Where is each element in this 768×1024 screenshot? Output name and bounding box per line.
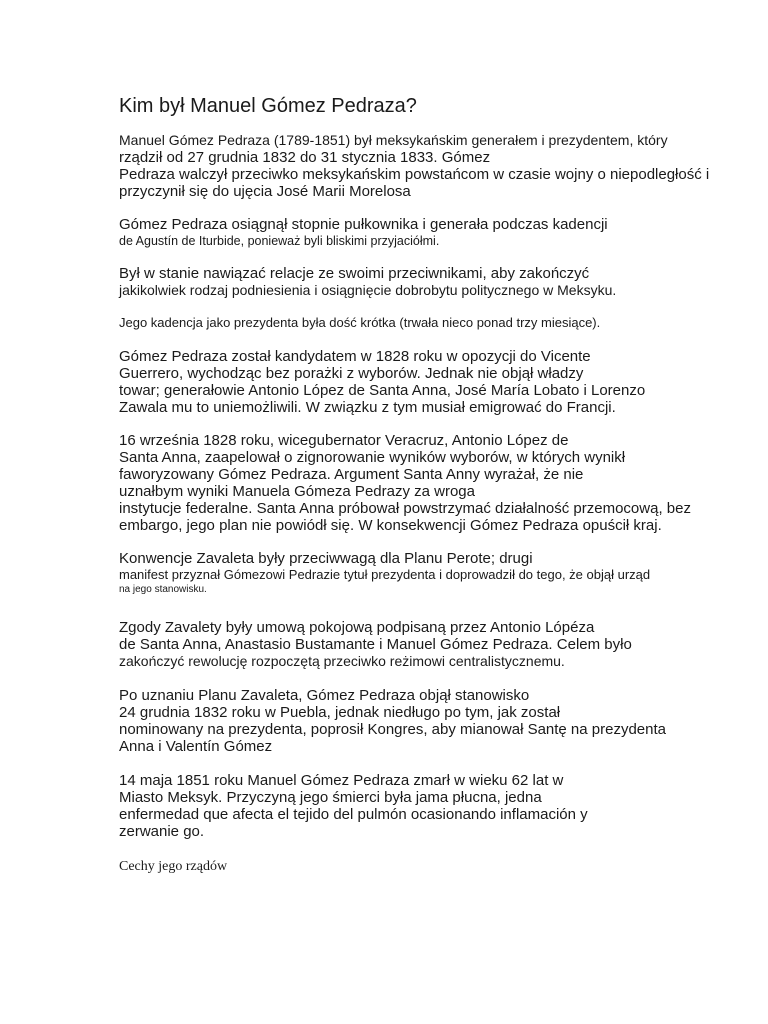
text-line: Jego kadencja jako prezydenta była dość krótka (trwała nieco ponad trzy miesiące). [119, 315, 601, 330]
text-line: Konwencje Zavaleta były przeciwwagą dla Planu Perote; drugi [119, 550, 533, 567]
text-line: Anna i Valentín Gómez [119, 738, 273, 755]
text-line: 24 grudnia 1832 roku w Puebla, jednak niedługo po tym, jak został [119, 704, 561, 721]
text-line: jakikolwiek rodzaj podniesienia i osiągnięcie dobrobytu politycznego w Meksyku. [119, 282, 617, 298]
text-line: de Santa Anna, Anastasio Bustamante i Manuel Gómez Pedraza. Celem było [119, 636, 632, 653]
text-line: Guerrero, wychodząc bez porażki z wyborów. Jednak nie objął władzy [119, 365, 584, 382]
text-line: zakończyć rewolucję rozpoczętą przeciwko reżimowi centralistycznemu. [119, 653, 565, 669]
paragraph-relations [119, 265, 739, 299]
text-line: enfermedad que afecta el tejido del pulmón ocasionando inflamación y [119, 806, 588, 823]
text-line: uznałbym wyniki Manuela Gómeza Pedrazy za wroga [119, 483, 475, 500]
paragraph-death [119, 772, 739, 840]
text-line: przyczynił się do ujęcia José Marii Morelosa [119, 183, 411, 200]
text-line: na jego stanowisku. [119, 584, 207, 595]
paragraph-agreements [119, 619, 739, 670]
paragraph-conventions [119, 550, 739, 597]
text-line: de Agustín de Iturbide, ponieważ byli bliskimi przyjaciółmi. [119, 234, 440, 248]
text-line: Santa Anna, zaapelował o zignorowanie wyników wyborów, w których wynikł [119, 449, 626, 466]
text-line: Zawala mu to uniemożliwili. W związku z tym musiał emigrować do Francji. [119, 399, 616, 416]
text-line: Gómez Pedraza został kandydatem w 1828 roku w opozycji do Vicente [119, 348, 591, 365]
text-line: 14 maja 1851 roku Manuel Gómez Pedraza zmarł w wieku 62 lat w [119, 772, 564, 789]
text-line: 16 września 1828 roku, wicegubernator Veracruz, Antonio López de [119, 432, 569, 449]
text-line: instytucje federalne. Santa Anna próbował powstrzymać działalność przemocową, bez [119, 500, 691, 517]
text-line: manifest przyznał Gómezowi Pedrazie tytuł prezydenta i doprowadził do tego, że objął urząd [119, 567, 651, 582]
paragraph-plan-zavaleta [119, 687, 739, 755]
document-page [119, 93, 739, 876]
text-line: Był w stanie nawiązać relacje ze swoimi przeciwnikami, aby zakończyć [119, 265, 590, 282]
text-line: towar; generałowie Antonio López de Santa Anna, José María Lobato i Lorenzo [119, 382, 646, 399]
page-title: Kim był Manuel Gómez Pedraza? [119, 95, 417, 117]
text-line: faworyzowany Gómez Pedraza. Argument Santa Anny wyrażał, że nie [119, 466, 584, 483]
section-heading: Cechy jego rządów [119, 859, 228, 874]
text-line: Pedraza walczył przeciwko meksykańskim powstańcom w czasie wojny o niepodległość i [119, 166, 710, 183]
paragraph-candidate [119, 348, 739, 416]
text-line: Gómez Pedraza osiągnął stopnie pułkownika i generała podczas kadencji [119, 216, 608, 233]
text-line: Zgody Zavalety były umową pokojową podpisaną przez Antonio Lópéza [119, 619, 595, 636]
paragraph-ranks [119, 216, 739, 249]
text-line: Po uznaniu Planu Zavaleta, Gómez Pedraza objął stanowisko [119, 687, 530, 704]
text-line: Manuel Gómez Pedraza (1789-1851) był meksykańskim generałem i prezydentem, który [119, 132, 668, 148]
text-line: zerwanie go. [119, 823, 205, 840]
paragraph-term [119, 315, 739, 331]
text-line: nominowany na prezydenta, poprosił Kongres, aby mianował Santę na prezydenta [119, 721, 667, 738]
text-line: rządził od 27 grudnia 1832 do 31 stycznia 1833. Gómez [119, 149, 491, 166]
text-line: embargo, jego plan nie powiódł się. W konsekwencji Gómez Pedraza opuścił kraj. [119, 517, 662, 534]
paragraph-santa-anna [119, 432, 739, 534]
paragraph-intro [119, 132, 739, 200]
text-line: Miasto Meksyk. Przyczyną jego śmierci była jama płucna, jedna [119, 789, 542, 806]
